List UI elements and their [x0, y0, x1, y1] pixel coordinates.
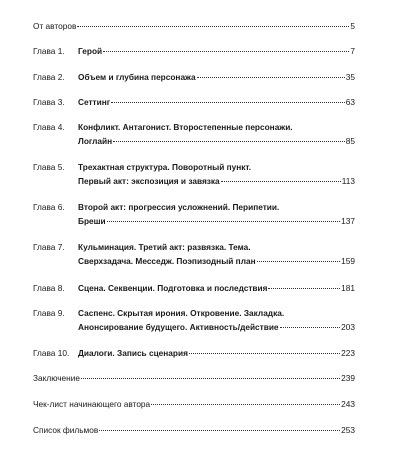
- page-number: 35: [345, 72, 355, 82]
- toc-entry[interactable]: [33, 96, 355, 110]
- entry-body: [33, 424, 355, 438]
- entry-body: [78, 307, 355, 334]
- chapter-number: Глава 9.: [33, 308, 65, 318]
- chapter-title: Бреши: [78, 215, 106, 226]
- entry-leader-line: [78, 321, 355, 335]
- chapter-title: Логлайн: [78, 135, 113, 146]
- toc-entry[interactable]: [33, 307, 355, 334]
- toc-entry[interactable]: [33, 282, 355, 296]
- toc-entry[interactable]: [33, 372, 355, 386]
- chapter-number: Глава 10.: [33, 348, 70, 358]
- dot-leader: [197, 77, 345, 78]
- entry-leader-line: [78, 347, 355, 361]
- page-number: 203: [341, 321, 355, 332]
- toc-entry[interactable]: [33, 424, 355, 438]
- chapter-title: Чек-лист начинающего автора: [33, 399, 151, 409]
- entry-leader-line: [78, 135, 355, 149]
- entry-body: [78, 282, 355, 296]
- page-number: 63: [345, 97, 355, 107]
- page-number: 239: [341, 373, 355, 383]
- entry-leader-line: [78, 175, 355, 189]
- dot-leader: [221, 181, 341, 182]
- page-number: 243: [341, 399, 355, 409]
- chapter-title: Список фильмов: [33, 425, 99, 435]
- chapter-number: Глава 8.: [33, 283, 65, 293]
- entry-body: [78, 71, 355, 85]
- entry-leader-line: [78, 45, 355, 59]
- chapter-number: Глава 5.: [33, 162, 65, 172]
- chapter-title: От авторов: [33, 21, 77, 31]
- entry-leader-line: [78, 96, 355, 110]
- entry-leader-line: [33, 372, 355, 386]
- entry-body: [78, 201, 355, 228]
- toc-entry[interactable]: [33, 20, 355, 34]
- entry-leader-line: [78, 71, 355, 85]
- entry-leader-line: [78, 255, 355, 269]
- toc-entry[interactable]: [33, 121, 355, 148]
- chapter-title: Сверхзадача. Месседж. Поэпизодный план: [78, 255, 256, 266]
- dot-leader: [99, 430, 340, 431]
- entry-leader-line: [33, 398, 355, 412]
- dot-leader: [111, 102, 345, 103]
- page-number: 7: [350, 46, 355, 56]
- entry-leader-line: [33, 424, 355, 438]
- chapter-title-line: Второй акт: прогрессия усложнений. Перипетии.: [78, 202, 280, 212]
- chapter-number: Глава 7.: [33, 242, 65, 252]
- toc-entry[interactable]: [33, 398, 355, 412]
- entry-body: [78, 241, 355, 268]
- entry-body: [78, 161, 355, 188]
- toc-entry[interactable]: [33, 45, 355, 59]
- page-number: 85: [345, 135, 355, 146]
- page-number: 159: [341, 255, 355, 266]
- page-number: 5: [350, 21, 355, 31]
- entry-leader-line: [33, 20, 355, 34]
- page-number: 223: [341, 348, 355, 358]
- entry-body: [78, 121, 355, 148]
- chapter-title: Диалоги. Запись сценария: [78, 348, 188, 358]
- dot-leader: [113, 141, 345, 142]
- toc-entry[interactable]: [33, 347, 355, 361]
- chapter-title: Заключение: [33, 373, 80, 383]
- toc-entry[interactable]: [33, 161, 355, 188]
- chapter-title-line: Кульминация. Третий акт: развязка. Тема.: [78, 242, 251, 252]
- chapter-title: Анонсирование будущего. Активность/действие: [78, 321, 279, 332]
- dot-leader: [257, 261, 341, 262]
- chapter-title: Сеттинг: [78, 97, 111, 107]
- entry-leader-line: [78, 215, 355, 229]
- entry-body: [78, 347, 355, 361]
- chapter-title: Первый акт: экспозиция и завязка: [78, 175, 220, 186]
- chapter-number: Глава 2.: [33, 72, 65, 82]
- toc-entry[interactable]: [33, 201, 355, 228]
- dot-leader: [151, 404, 340, 405]
- page-number: 253: [341, 425, 355, 435]
- entry-body: [78, 96, 355, 110]
- chapter-title-line: Саспенс. Скрытая ирония. Откровение. Закладка.: [78, 308, 285, 318]
- chapter-title: Герой: [78, 46, 103, 56]
- entry-leader-line: [78, 282, 355, 296]
- page-number: 113: [341, 175, 355, 186]
- chapter-title: Объем и глубина персонажа: [78, 72, 196, 82]
- chapter-number: Глава 6.: [33, 202, 65, 212]
- chapter-title: Сцена. Секвенции. Подготовка и последствия: [78, 283, 268, 293]
- entry-body: [33, 20, 355, 34]
- chapter-title-line: Конфликт. Антагонист. Второстепенные персонажи.: [78, 122, 293, 132]
- page-number: 137: [341, 215, 355, 226]
- page-number: 181: [341, 283, 355, 293]
- chapter-number: Глава 3.: [33, 97, 65, 107]
- dot-leader: [268, 288, 340, 289]
- dot-leader: [81, 378, 340, 379]
- toc-entry[interactable]: [33, 241, 355, 268]
- dot-leader: [189, 353, 340, 354]
- dot-leader: [280, 327, 341, 328]
- chapter-number: Глава 4.: [33, 122, 65, 132]
- dot-leader: [107, 221, 340, 222]
- dot-leader: [103, 51, 349, 52]
- entry-body: [78, 45, 355, 59]
- chapter-number: Глава 1.: [33, 46, 65, 56]
- chapter-title-line: Трехактная структура. Поворотный пункт.: [78, 162, 252, 172]
- toc-entry[interactable]: [33, 71, 355, 85]
- dot-leader: [77, 26, 349, 27]
- entry-body: [33, 398, 355, 412]
- entry-body: [33, 372, 355, 386]
